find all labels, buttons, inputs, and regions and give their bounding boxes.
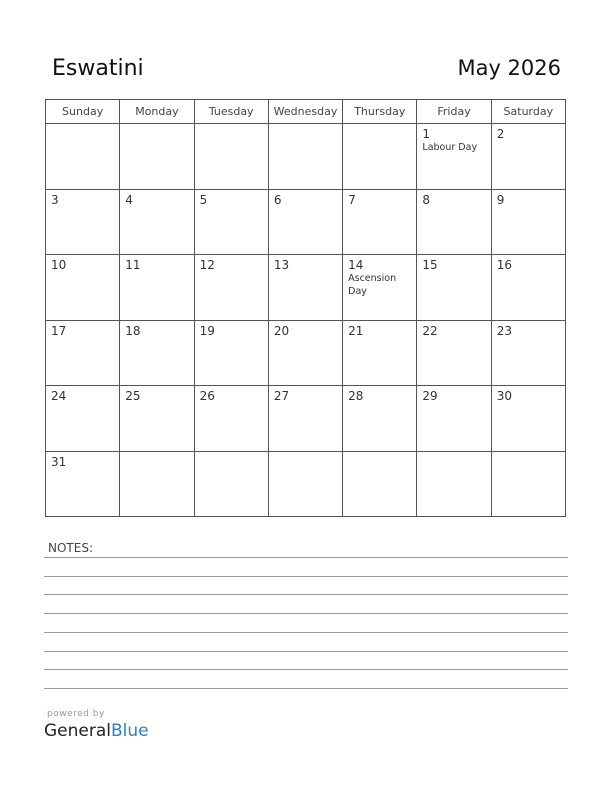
day-number: 29	[422, 389, 438, 403]
note-line	[44, 557, 568, 558]
day-cell	[417, 255, 491, 321]
powered-by-text: powered by	[47, 709, 105, 719]
day-cell	[194, 189, 268, 255]
day-number: 1	[422, 127, 431, 141]
calendar-grid	[45, 99, 566, 517]
day-cell	[268, 255, 342, 321]
day-cell	[194, 451, 268, 517]
day-cell	[268, 189, 342, 255]
day-cell	[417, 386, 491, 452]
day-cell	[343, 189, 417, 255]
day-cell	[46, 124, 120, 190]
week-row	[46, 124, 566, 190]
day-number: 21	[348, 323, 364, 338]
weekday-header-row	[46, 100, 566, 124]
note-line	[44, 576, 568, 577]
day-cell	[491, 320, 565, 386]
day-number: 13	[273, 258, 290, 272]
day-number: 25	[125, 389, 141, 403]
day-number: 16	[496, 258, 512, 272]
day-cell	[268, 124, 342, 190]
week-row	[46, 320, 566, 386]
weekday-sunday: Sunday	[46, 100, 120, 124]
day-number: 28	[348, 389, 364, 403]
day-number: 31	[51, 454, 67, 469]
day-number: 10	[51, 258, 67, 272]
day-cell	[120, 386, 194, 452]
day-cell	[268, 386, 342, 452]
day-cell	[417, 320, 491, 386]
day-number: 15	[422, 258, 438, 272]
weekday-saturday: Saturday	[491, 100, 565, 124]
day-number: 23	[496, 323, 512, 338]
day-number: 20	[273, 323, 290, 338]
brand-general: General	[44, 721, 111, 741]
day-cell	[343, 451, 417, 517]
holiday-label: Labour Day	[422, 142, 478, 153]
day-cell	[491, 124, 565, 190]
brand-logo[interactable]	[44, 721, 149, 741]
calendar-body	[46, 124, 566, 517]
day-cell	[491, 189, 565, 255]
day-cell	[417, 189, 491, 255]
day-cell	[343, 386, 417, 452]
day-cell	[491, 386, 565, 452]
month-year-title: May 2026	[457, 56, 561, 80]
day-cell	[343, 255, 417, 321]
weekday-friday: Friday	[417, 100, 491, 124]
note-line	[44, 651, 568, 652]
day-cell	[417, 124, 491, 190]
weekday-thursday: Thursday	[343, 100, 417, 124]
day-number: 19	[199, 323, 215, 338]
day-cell	[491, 255, 565, 321]
day-cell	[120, 189, 194, 255]
day-number: 26	[199, 389, 215, 403]
day-cell	[120, 320, 194, 386]
day-cell	[46, 255, 120, 321]
day-number: 17	[51, 323, 67, 338]
day-number: 24	[51, 389, 67, 403]
day-cell	[120, 124, 194, 190]
day-cell	[194, 124, 268, 190]
brand-blue: Blue	[111, 721, 149, 741]
day-number: 3	[51, 192, 59, 207]
day-cell	[343, 124, 417, 190]
day-number: 4	[125, 192, 133, 207]
day-cell	[491, 451, 565, 517]
day-cell	[194, 320, 268, 386]
note-line	[44, 632, 568, 633]
day-cell	[194, 386, 268, 452]
day-cell	[268, 320, 342, 386]
day-cell	[46, 320, 120, 386]
day-cell	[46, 386, 120, 452]
week-row	[46, 255, 566, 321]
day-number: 8	[422, 192, 431, 207]
note-line	[44, 688, 568, 689]
day-number: 11	[125, 258, 141, 272]
day-cell	[343, 320, 417, 386]
day-number: 6	[273, 192, 282, 207]
day-number: 18	[125, 323, 141, 338]
note-line	[44, 594, 568, 595]
country-title: Eswatini	[52, 56, 144, 81]
day-number: 14	[348, 258, 364, 272]
day-cell	[120, 451, 194, 517]
holiday-label: Ascension Day	[348, 273, 397, 297]
notes-label: NOTES:	[48, 541, 93, 555]
day-number: 7	[348, 192, 356, 207]
week-row	[46, 386, 566, 452]
week-row	[46, 189, 566, 255]
day-cell	[268, 451, 342, 517]
day-number: 5	[199, 192, 208, 207]
note-line	[44, 669, 568, 670]
day-number: 2	[496, 127, 505, 141]
day-cell	[46, 189, 120, 255]
day-cell	[120, 255, 194, 321]
day-cell	[417, 451, 491, 517]
day-number: 27	[273, 389, 290, 403]
week-row	[46, 451, 566, 517]
day-number: 22	[422, 323, 438, 338]
weekday-monday: Monday	[120, 100, 194, 124]
weekday-wednesday: Wednesday	[268, 100, 342, 124]
weekday-tuesday: Tuesday	[194, 100, 268, 124]
day-number: 30	[496, 389, 512, 403]
day-number: 12	[199, 258, 215, 272]
day-cell	[46, 451, 120, 517]
day-cell	[194, 255, 268, 321]
note-line	[44, 613, 568, 614]
day-number: 9	[496, 192, 505, 207]
